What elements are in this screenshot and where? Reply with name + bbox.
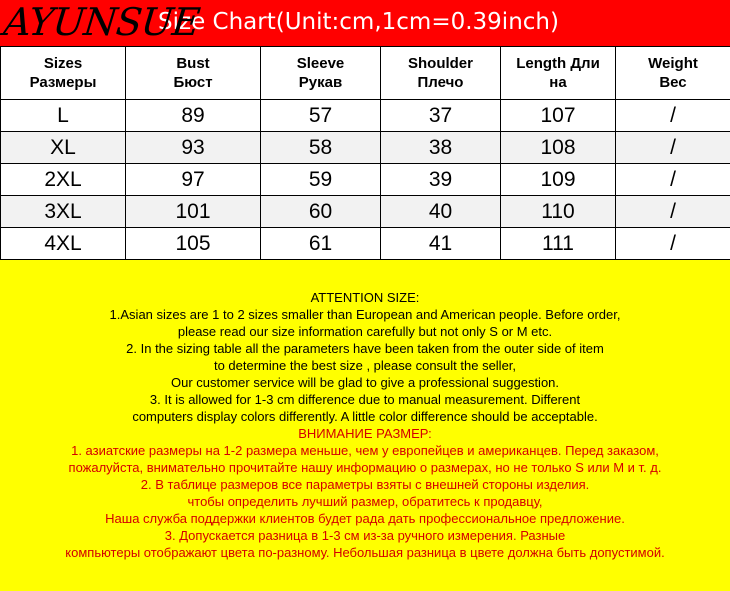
cell-sleeve: 59 bbox=[261, 164, 381, 196]
cell-weight: / bbox=[616, 132, 730, 164]
cell-bust: 89 bbox=[126, 100, 261, 132]
attention-notice bbox=[0, 259, 730, 591]
cell-shoulder: 37 bbox=[381, 100, 501, 132]
notice-line-en: 3. It is allowed for 1-3 cm difference due to manual measurement. Different bbox=[0, 391, 730, 408]
notice-line-en: please read our size information carefully but not only S or M etc. bbox=[0, 323, 730, 340]
cell-bust: 93 bbox=[126, 132, 261, 164]
cell-size: XL bbox=[1, 132, 126, 164]
cell-size: L bbox=[1, 100, 126, 132]
cell-weight: / bbox=[616, 164, 730, 196]
notice-heading-ru: ВНИМАНИЕ РАЗМЕР: bbox=[0, 425, 730, 442]
notice-line-en: to determine the best size , please consult the seller, bbox=[0, 357, 730, 374]
table-row bbox=[1, 132, 730, 164]
cell-length: 108 bbox=[501, 132, 616, 164]
cell-size: 4XL bbox=[1, 228, 126, 260]
cell-length: 111 bbox=[501, 228, 616, 260]
column-header-length: Length Дли на bbox=[501, 47, 616, 100]
chart-header bbox=[0, 0, 730, 46]
cell-length: 110 bbox=[501, 196, 616, 228]
notice-line-en: Our customer service will be glad to give a professional suggestion. bbox=[0, 374, 730, 391]
cell-sleeve: 60 bbox=[261, 196, 381, 228]
cell-bust: 101 bbox=[126, 196, 261, 228]
cell-weight: / bbox=[616, 228, 730, 260]
cell-size: 3XL bbox=[1, 196, 126, 228]
brand-logo: AYUNSUE bbox=[2, 2, 201, 42]
notice-line-en: 1.Asian sizes are 1 to 2 sizes smaller than European and American people. Before order, bbox=[0, 306, 730, 323]
cell-shoulder: 40 bbox=[381, 196, 501, 228]
notice-line-ru: чтобы определить лучший размер, обратитесь к продавцу, bbox=[0, 493, 730, 510]
notice-line-ru: 1. азиатские размеры на 1-2 размера меньше, чем у европейцев и американцев. Перед заказом, bbox=[0, 442, 730, 459]
cell-shoulder: 41 bbox=[381, 228, 501, 260]
notice-line-ru: Наша служба поддержки клиентов будет рада дать профессиональное предложение. bbox=[0, 510, 730, 527]
notice-line-en: 2. In the sizing table all the parameters have been taken from the outer side of item bbox=[0, 340, 730, 357]
table-row bbox=[1, 228, 730, 260]
table-row bbox=[1, 164, 730, 196]
cell-weight: / bbox=[616, 196, 730, 228]
cell-sleeve: 58 bbox=[261, 132, 381, 164]
cell-weight: / bbox=[616, 100, 730, 132]
notice-text bbox=[0, 289, 730, 561]
table-row bbox=[1, 100, 730, 132]
cell-shoulder: 38 bbox=[381, 132, 501, 164]
cell-size: 2XL bbox=[1, 164, 126, 196]
notice-line-ru: пожалуйста, внимательно прочитайте нашу информацию о размерах, но не только S или M и т. д. bbox=[0, 459, 730, 476]
cell-length: 107 bbox=[501, 100, 616, 132]
notice-heading-en: ATTENTION SIZE: bbox=[0, 289, 730, 306]
cell-bust: 105 bbox=[126, 228, 261, 260]
chart-title: Size Chart(Unit:cm,1cm=0.39inch) bbox=[158, 7, 559, 37]
notice-line-en: computers display colors differently. A little color difference should be acceptable. bbox=[0, 408, 730, 425]
column-header-bust: Bust Бюст bbox=[126, 47, 261, 100]
table-row bbox=[1, 196, 730, 228]
column-header-sleeve: Sleeve Рукав bbox=[261, 47, 381, 100]
cell-sleeve: 61 bbox=[261, 228, 381, 260]
cell-sleeve: 57 bbox=[261, 100, 381, 132]
table-header-row bbox=[1, 47, 730, 100]
size-table bbox=[0, 46, 730, 260]
cell-bust: 97 bbox=[126, 164, 261, 196]
column-header-sizes: Sizes Размеры bbox=[1, 47, 126, 100]
column-header-weight: Weight Вес bbox=[616, 47, 730, 100]
notice-line-ru: 3. Допускается разница в 1-3 см из-за ручного измерения. Разные bbox=[0, 527, 730, 544]
cell-length: 109 bbox=[501, 164, 616, 196]
cell-shoulder: 39 bbox=[381, 164, 501, 196]
notice-line-ru: 2. В таблице размеров все параметры взяты с внешней стороны изделия. bbox=[0, 476, 730, 493]
notice-line-ru: компьютеры отображают цвета по-разному. Небольшая разница в цвете должна быть допустимой. bbox=[0, 544, 730, 561]
column-header-shoulder: Shoulder Плечо bbox=[381, 47, 501, 100]
